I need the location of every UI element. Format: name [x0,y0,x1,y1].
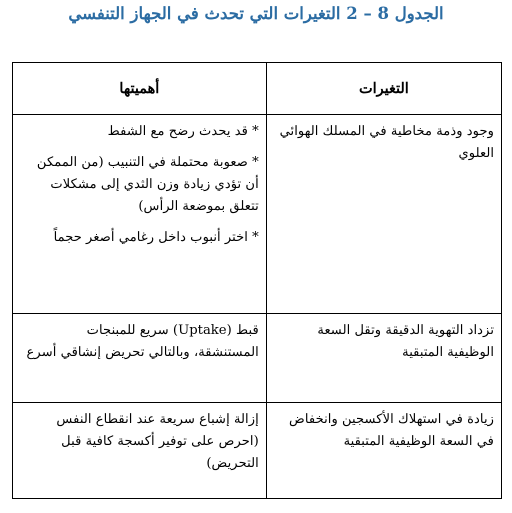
importance-bullet: * قد يحدث رضح مع الشفط [107,124,259,139]
respiratory-changes-table [12,62,502,499]
table-title: الجدول 8 – 2 التغيرات التي تحدث في الجهاز التنفسي [68,4,444,23]
importance-cell [13,314,267,403]
importance-cell [13,115,267,314]
table-header-row [13,63,502,115]
change-cell [266,403,501,499]
change-cell [266,115,501,314]
table-row [13,314,502,403]
importance-text: قبط (Uptake) سريع للمبنجات المستنشقة، وبالتالي تحريض إنشاقي أسرع [26,323,259,360]
importance-text: إزالة إشباع سريعة عند انقطاع النفس (احرص على توفير أكسجة كافية قبل التحريض) [56,412,259,471]
importance-bullet: * اختر أنبوب داخل رغامي أصغر حجماً [53,230,259,245]
change-cell [266,314,501,403]
header-importance: أهميتها [13,63,267,115]
importance-cell [13,403,267,499]
change-text: زيادة في استهلاك الأكسجين وانخفاض في السعة الوظيفية المتبقية [288,412,494,449]
change-text: تزداد التهوية الدقيقة وتقل السعة الوظيفية المتبقية [317,323,494,360]
header-changes: التغيرات [266,63,501,115]
change-text: وجود وذمة مخاطية في المسلك الهوائي العلوي [279,124,494,161]
table-row [13,403,502,499]
table-row [13,115,502,314]
importance-bullet: * صعوبة محتملة في التنبيب (من الممكن أن تؤدي زيادة وزن الثدي إلى مشكلات تتعلق بموضعة الرأس) [36,155,259,214]
